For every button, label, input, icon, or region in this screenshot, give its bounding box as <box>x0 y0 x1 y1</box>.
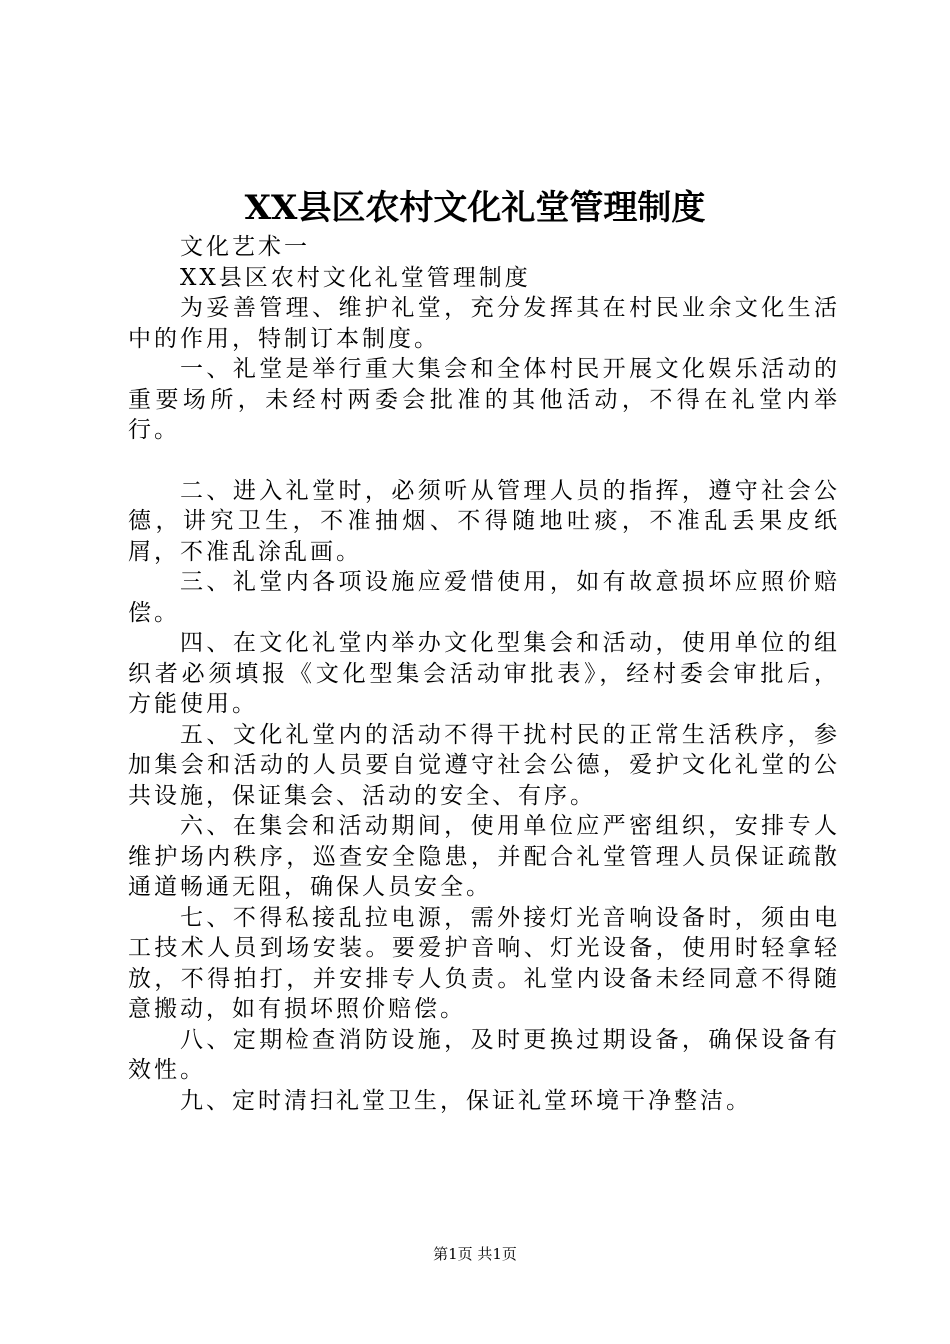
rule-paragraph-3: 三、礼堂内各项设施应爱惜使用，如有故意损坏应照价赔偿。 <box>128 569 840 626</box>
rule-paragraph-2: 二、进入礼堂时，必须听从管理人员的指挥，遵守社会公德，讲究卫生，不准抽烟、不得随地吐痰，不准乱丢果皮纸屑，不准乱涂乱画。 <box>128 477 840 565</box>
rule-paragraph-7: 七、不得私接乱拉电源，需外接灯光音响设备时，须由电工技术人员到场安装。要爱护音响、灯光设备，使用时轻拿轻放，不得拍打，并安排专人负责。礼堂内设备未经同意不得随意搬动，如有损坏照价赔偿。 <box>128 904 840 1022</box>
category-line: 文化艺术一 <box>180 234 310 260</box>
rule-paragraph-8: 八、定期检查消防设施，及时更换过期设备，确保设备有效性。 <box>128 1026 840 1083</box>
rule-paragraph-4: 四、在文化礼堂内举办文化型集会和活动，使用单位的组织者必须填报《文化型集会活动审批表》，经村委会审批后，方能使用。 <box>128 630 840 717</box>
subtitle-line: XX县区农村文化礼堂管理制度 <box>180 264 531 291</box>
rule-paragraph-9: 九、定时清扫礼堂卫生，保证礼堂环境干净整洁。 <box>180 1087 752 1114</box>
rule-paragraph-1: 一、礼堂是举行重大集会和全体村民开展文化娱乐活动的重要场所，未经村两委会批准的其他活动，不得在礼堂内举行。 <box>128 356 840 443</box>
page-footer: 第1页 共1页 <box>433 1245 517 1263</box>
intro-paragraph: 为妥善管理、维护礼堂，充分发挥其在村民业余文化生活中的作用，特制订本制度。 <box>128 295 840 352</box>
document-title: XX县区农村文化礼堂管理制度 <box>244 188 706 228</box>
rule-paragraph-5: 五、文化礼堂内的活动不得干扰村民的正常生活秩序，参加集会和活动的人员要自觉遵守社会公德，爱护文化礼堂的公共设施，保证集会、活动的安全、有序。 <box>128 721 840 809</box>
rule-paragraph-6: 六、在集会和活动期间，使用单位应严密组织，安排专人维护场内秩序，巡查安全隐患，并配合礼堂管理人员保证疏散通道畅通无阻，确保人员安全。 <box>128 813 840 900</box>
paragraph-gap <box>128 446 840 476</box>
document-body <box>128 232 840 1116</box>
